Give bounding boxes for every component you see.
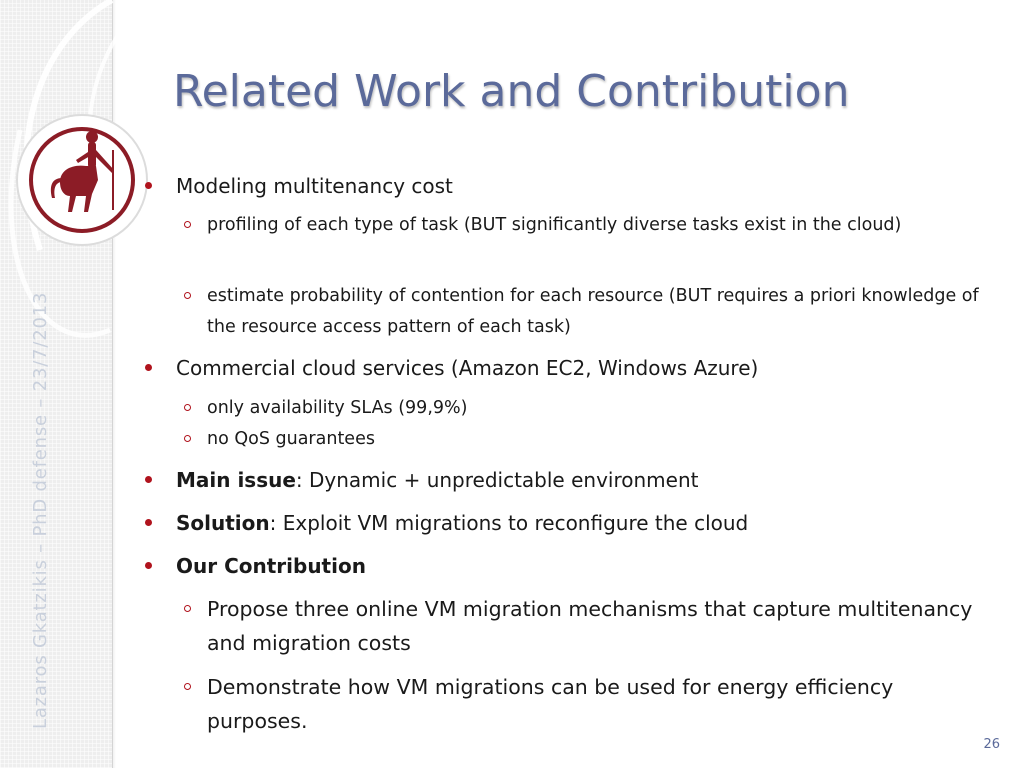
page-title: Related Work and Contribution	[173, 66, 850, 117]
bullet-bold-label: Main issue	[176, 468, 296, 492]
bullet-text: Modeling multitenancy cost	[176, 174, 453, 198]
sub-bullet-text: profiling of each type of task (BUT significantly diverse tasks exist in the cloud)	[207, 215, 902, 235]
bullet-bold-label: Our Contribution	[176, 554, 366, 578]
bullet-text: Commercial cloud services (Amazon EC2, Windows Azure)	[176, 356, 759, 380]
ring-bullet-icon	[184, 221, 191, 228]
sub-bullet-text: only availability SLAs (99,9%)	[207, 398, 468, 418]
bullet-text: : Dynamic + unpredictable environment	[295, 468, 699, 492]
slide-content	[140, 0, 990, 768]
bullet-icon	[145, 182, 152, 189]
ring-bullet-icon	[184, 292, 191, 299]
sub-bullet-text: Propose three online VM migration mechanisms that capture multitenancy and migration costs	[207, 597, 973, 655]
sub-bullet-text: Demonstrate how VM migrations can be used for energy efficiency purposes.	[207, 675, 894, 733]
bullet-icon	[145, 364, 152, 371]
sub-bullet-text: estimate probability of contention for each resource (BUT requires a priori knowledge of the resource access pattern of each task)	[207, 286, 979, 337]
bullet-icon	[145, 562, 152, 569]
university-logo-icon	[17, 115, 147, 245]
ring-bullet-icon	[184, 435, 191, 442]
bullet-icon	[145, 519, 152, 526]
page-number: 26	[983, 737, 1000, 752]
bullet-icon	[145, 476, 152, 483]
ring-bullet-icon	[184, 404, 191, 411]
sub-bullet-text: no QoS guarantees	[207, 429, 375, 449]
ring-bullet-icon	[184, 683, 191, 690]
vertical-footer-text: Lazaros Gkatzikis – PhD defense – 23/7/2013	[30, 291, 51, 729]
bullet-text: : Exploit VM migrations to reconfigure the cloud	[269, 511, 749, 535]
ring-bullet-icon	[184, 605, 191, 612]
bullet-bold-label: Solution	[176, 511, 270, 535]
decorative-arcs	[0, 0, 160, 768]
